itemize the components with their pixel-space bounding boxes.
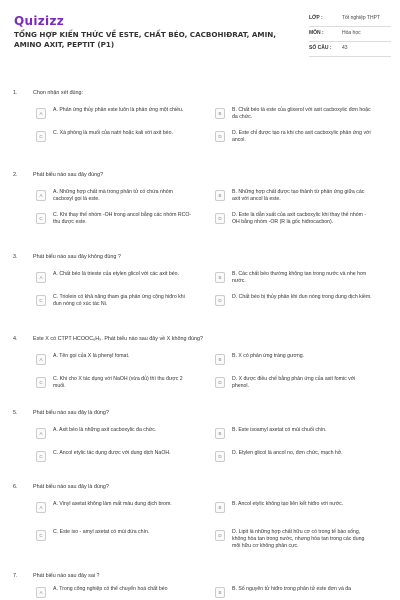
option-letter-box: A — [36, 502, 46, 513]
option-letter-box: B — [215, 428, 225, 439]
option-letter-box: C — [36, 295, 46, 306]
quizizz-logo: Quizizz — [14, 14, 65, 28]
option-text: B. Ancol etylic không tạo liên kết hiđro với nước. — [232, 501, 344, 507]
option-letter-box: A — [36, 587, 46, 598]
option-text: D. Etylen glicol là ancol no, đơn chức, mạch hở. — [232, 450, 343, 456]
option-text: D. X được điều chế bằng phản ứng của axit fomic với phenol. — [232, 376, 356, 389]
option-text: B. Những hợp chất được tạo thành từ phản ứng giữa các axit với ancol là este. — [232, 189, 365, 202]
option-text: B. Các chất béo thường không tan trong nước và nhẹ hơn nước. — [232, 271, 367, 284]
option-letter-box: C — [36, 213, 46, 224]
option-text: C. Triolein có khả năng tham gia phản ứng cộng hiđro khi đun nóng có xúc tác Ni. — [53, 294, 185, 307]
option-letter-box: D — [215, 530, 225, 541]
option-letter-box: B — [215, 354, 225, 365]
option-letter-box: A — [36, 272, 46, 283]
option-text: D. Lipit là những hợp chất hữu cơ có trong tế bào sống, không hòa tan trong nước, nhưng hòa tan trong các dung môi hữu cơ không phân cực. — [232, 529, 365, 549]
option-text: B. Số nguyên tử hiđro trong phân tử este đơn và đa — [232, 586, 352, 592]
question-text: Phát biểu nào sau đây là đúng? — [33, 410, 109, 416]
question-text: Phát biểu nào sau đây sai ? — [33, 573, 100, 579]
option-letter-box: B — [215, 272, 225, 283]
option-letter-box: D — [215, 377, 225, 388]
option-letter-box: D — [215, 295, 225, 306]
question-number: 1. — [13, 90, 18, 96]
question-text: Este X có CTPT HCOOC₆H₅. Phát biểu nào sau đây về X không đúng? — [33, 336, 203, 342]
option-text: B. X có phản ứng tráng gương. — [232, 353, 305, 359]
option-text: A. Tên gọi của X là phenyl fomat. — [53, 353, 130, 359]
option-text: C. Khi thay thế nhóm -OH trong ancol bằng các nhóm RCO- thu được este. — [53, 212, 192, 225]
option-text: A. Trong công nghiệp có thể chuyển hoá chất béo — [53, 586, 168, 592]
question-text: Phát biểu nào sau đây không đúng ? — [33, 254, 121, 260]
option-letter-box: B — [215, 587, 225, 598]
option-letter-box: D — [215, 213, 225, 224]
option-text: B. Este isoamyl axetat có mùi chuối chín. — [232, 427, 327, 433]
option-letter-box: C — [36, 377, 46, 388]
option-text: C. Ancol etylic tác dụng được với dung dịch NaOH. — [53, 450, 171, 456]
option-letter-box: B — [215, 190, 225, 201]
question-text: Chọn nhận xét đúng: — [33, 90, 84, 96]
option-text: C. Xà phòng là muối của natri hoặc kali với axit béo. — [53, 130, 173, 136]
question-text: Phát biểu nào sau đây đúng? — [33, 172, 104, 178]
option-text: B. Chất béo là este của glixerol với axit cacboxylic đơn hoặc đa chức. — [232, 107, 371, 120]
option-letter-box: C — [36, 451, 46, 462]
meta-row-class — [309, 12, 391, 27]
option-text: C. Khi cho X tác dụng với NaOH (vừa đủ) thì thu được 2 muối. — [53, 376, 183, 389]
option-text: A. Chất béo là trieste của etylen glicol với các axit béo. — [53, 271, 179, 277]
document-title: TỔNG HỢP KIẾN THỨC VỀ ESTE, CHẤT BÉO, CACBOHIĐRAT, AMIN, AMINO AXIT, PEPTIT (P1) — [14, 30, 276, 49]
question-number: 4. — [13, 336, 18, 342]
option-letter-box: D — [215, 131, 225, 142]
question-number: 6. — [13, 484, 18, 490]
meta-key: LỚP : — [309, 15, 323, 21]
option-text: A. Những hợp chất mà trong phân tử có chứa nhóm cacboxyl gọi là este. — [53, 189, 173, 202]
option-letter-box: D — [215, 451, 225, 462]
meta-panel — [309, 12, 391, 57]
option-letter-box: A — [36, 108, 46, 119]
question-text: Phát biểu nào sau đây là đúng? — [33, 484, 109, 490]
option-letter-box: B — [215, 108, 225, 119]
meta-key: SỐ CÂU : — [309, 45, 332, 51]
option-letter-box: A — [36, 354, 46, 365]
question-number: 7. — [13, 573, 18, 579]
option-letter-box: B — [215, 502, 225, 513]
question-number: 3. — [13, 254, 18, 260]
meta-row-count — [309, 42, 391, 57]
meta-value: 43 — [342, 45, 348, 51]
option-text: A. Phản ứng thủy phân este luôn là phản ứng một chiều. — [53, 107, 184, 113]
option-letter-box: A — [36, 190, 46, 201]
question-number: 2. — [13, 172, 18, 178]
option-text: A. Vinyl axetat không làm mất màu dung dịch brom. — [53, 501, 172, 507]
meta-row-subject — [309, 27, 391, 42]
question-number: 5. — [13, 410, 18, 416]
option-letter-box: C — [36, 530, 46, 541]
option-text: D. Chất béo bị thủy phân khi đun nóng trong dung dịch kiềm. — [232, 294, 372, 300]
option-text: C. Este iso - amyl axetat có mùi dứa chín. — [53, 529, 150, 535]
option-letter-box: A — [36, 428, 46, 439]
meta-value: Hóa học — [342, 30, 361, 36]
option-text: D. Este là dẫn xuất của axit cacboxylic khi thay thế nhóm -OH bằng nhóm -OR (R là gốc hiđrocacbon). — [232, 212, 367, 225]
meta-key: MÔN : — [309, 30, 324, 36]
option-text: A. Axit béo là những axit cacboxylic đa chức. — [53, 427, 157, 433]
option-text: D. Este chỉ được tạo ra khi cho axit cacboxylic phản ứng với ancol. — [232, 130, 371, 143]
option-letter-box: C — [36, 131, 46, 142]
meta-value: Tốt nghiệp THPT — [342, 15, 380, 21]
